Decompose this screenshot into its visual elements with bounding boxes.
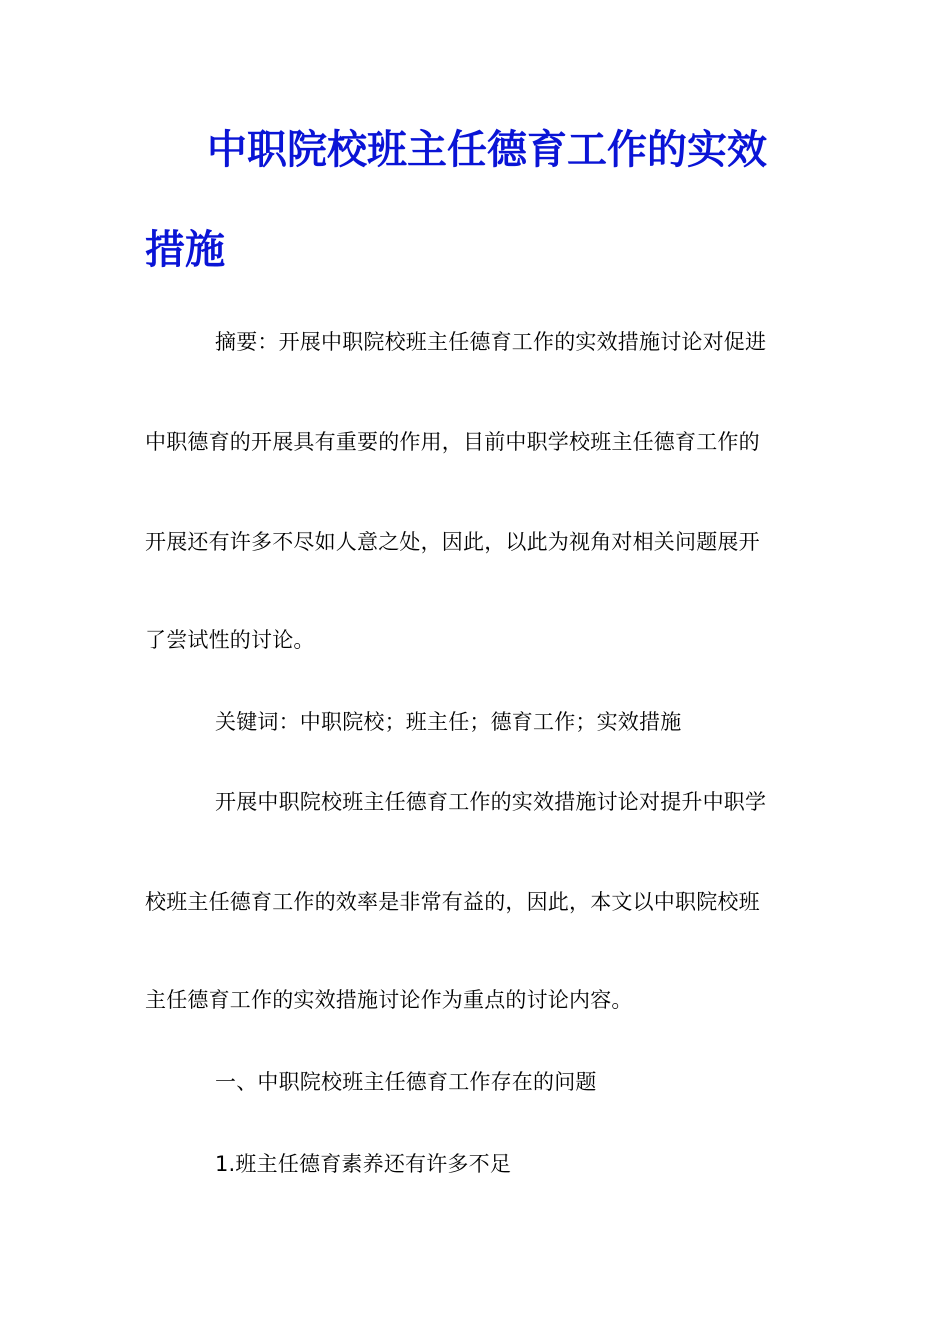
subsection-heading-1: 1.班主任德育素养还有许多不足 [215,1152,512,1176]
section-heading-1: 一、中职院校班主任德育工作存在的问题 [215,1070,597,1094]
abstract-line-4: 了尝试性的讨论。 [145,628,315,652]
abstract-line-2: 中职德育的开展具有重要的作用，目前中职学校班主任德育工作的 [145,430,760,454]
intro-line-3: 主任德育工作的实效措施讨论作为重点的讨论内容。 [145,988,633,1012]
intro-line-2: 校班主任德育工作的效率是非常有益的，因此，本文以中职院校班 [145,890,760,914]
keywords-line: 关键词：中职院校；班主任；德育工作；实效措施 [215,710,682,734]
abstract-line-1: 摘要：开展中职院校班主任德育工作的实效措施讨论对促进 [215,330,767,354]
abstract-line-3: 开展还有许多不尽如人意之处，因此，以此为视角对相关问题展开 [145,530,760,554]
intro-line-1: 开展中职院校班主任德育工作的实效措施讨论对提升中职学 [215,790,767,814]
document-title-line-1: 中职院校班主任德育工作的实效 [207,126,767,173]
document-title-line-2: 措施 [145,226,225,273]
